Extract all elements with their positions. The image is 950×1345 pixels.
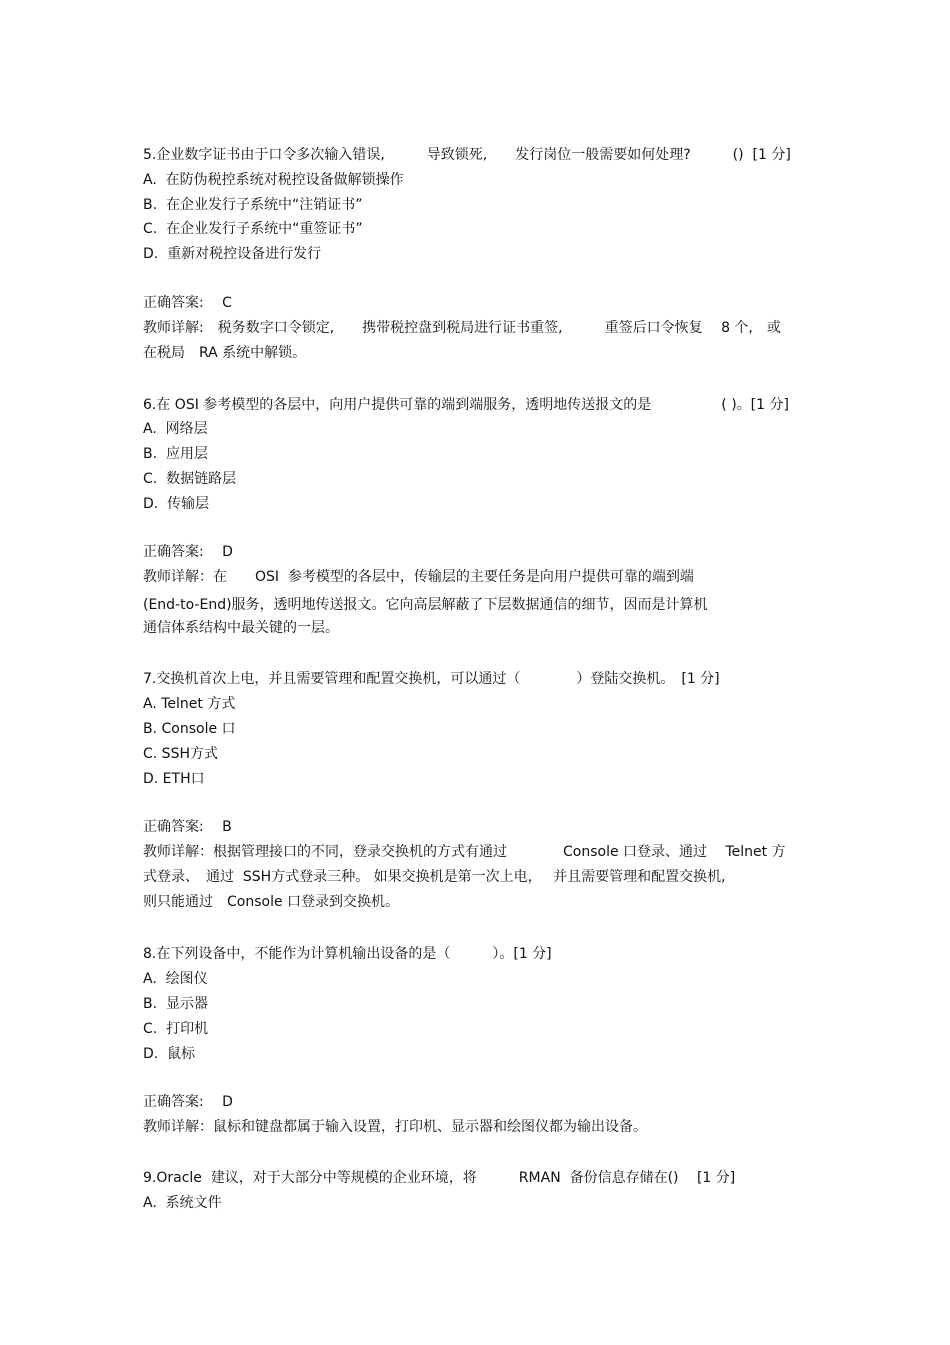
question-5-explain-line-1: 教师详解: 税务数字口令锁定, 携带税控盘到税局进行证书重签, 重签后口令恢复 8 个, 或	[143, 320, 781, 336]
question-7-option-a: A. Telnet 方式	[143, 696, 236, 712]
question-5-answer: 正确答案: C	[143, 295, 232, 311]
question-6-option-c: C. 数据链路层	[143, 471, 237, 487]
question-7-explain-line-1: 教师详解：根据管理接口的不同，登录交换机的方式有通过 Console 口登录、通过 Telnet 方	[143, 844, 786, 860]
question-9-stem: 9.Oracle 建议，对于大部分中等规模的企业环境，将 RMAN 备份信息存储在() [1 分]	[143, 1170, 736, 1186]
question-7-stem: 7.交换机首次上电，并且需要管理和配置交换机，可以通过（ ）登陆交换机。 [1 分]	[143, 671, 720, 687]
question-6-option-d: D. 传输层	[143, 496, 210, 512]
question-7-option-b: B. Console 口	[143, 721, 236, 737]
question-6-option-b: B. 应用层	[143, 446, 208, 462]
question-5-explain-line-2: 在税局 RA 系统中解锁。	[143, 345, 307, 361]
question-5-option-b: B. 在企业发行子系统中“注销证书”	[143, 197, 363, 213]
question-5-option-a: A. 在防伪税控系统对税控设备做解锁操作	[143, 172, 404, 188]
question-6-explain-line-1: 教师详解：在 OSI 参考模型的各层中，传输层的主要任务是向用户提供可靠的端到端	[143, 569, 694, 585]
question-6-answer: 正确答案: D	[143, 544, 233, 560]
question-8-stem: 8.在下列设备中，不能作为计算机输出设备的是（ ）。[1 分]	[143, 946, 552, 962]
question-6-explain-line-3: 通信体系结构中最关键的一层。	[143, 620, 339, 636]
question-8-option-b: B. 显示器	[143, 996, 208, 1012]
question-9-option-a: A. 系统文件	[143, 1195, 222, 1211]
question-5-stem: 5.企业数字证书由于口令多次输入错误, 导致锁死, 发行岗位一般需要如何处理? () [1 分]	[143, 147, 791, 163]
question-5-option-d: D. 重新对税控设备进行发行	[143, 246, 322, 262]
question-7-option-d: D. ETH口	[143, 771, 205, 787]
question-6-option-a: A. 网络层	[143, 421, 208, 437]
question-7-explain-line-3: 则只能通过 Console 口登录到交换机。	[143, 894, 400, 910]
question-7-option-c: C. SSH方式	[143, 746, 218, 762]
question-8-option-c: C. 打印机	[143, 1021, 209, 1037]
question-8-option-d: D. 鼠标	[143, 1046, 196, 1062]
question-8-option-a: A. 绘图仪	[143, 971, 208, 987]
question-7-explain-line-2: 式登录、 通过 SSH方式登录三种。 如果交换机是第一次上电， 并且需要管理和配置交换机,	[143, 869, 726, 885]
question-6-stem: 6.在 OSI 参考模型的各层中，向用户提供可靠的端到端服务，透明地传送报文的是 ( )。[1 分]	[143, 397, 789, 413]
question-8-answer: 正确答案: D	[143, 1094, 233, 1110]
question-8-explain-line-1: 教师详解：鼠标和键盘都属于输入设置，打印机、显示器和绘图仪都为输出设备。	[143, 1119, 647, 1135]
question-6-explain-line-2: (End-to-End)服务，透明地传送报文。它向高层解蔽了下层数据通信的细节，因而是计算机	[143, 597, 708, 613]
question-5-option-c: C. 在企业发行子系统中“重签证书”	[143, 221, 363, 237]
question-7-answer: 正确答案: B	[143, 819, 232, 835]
